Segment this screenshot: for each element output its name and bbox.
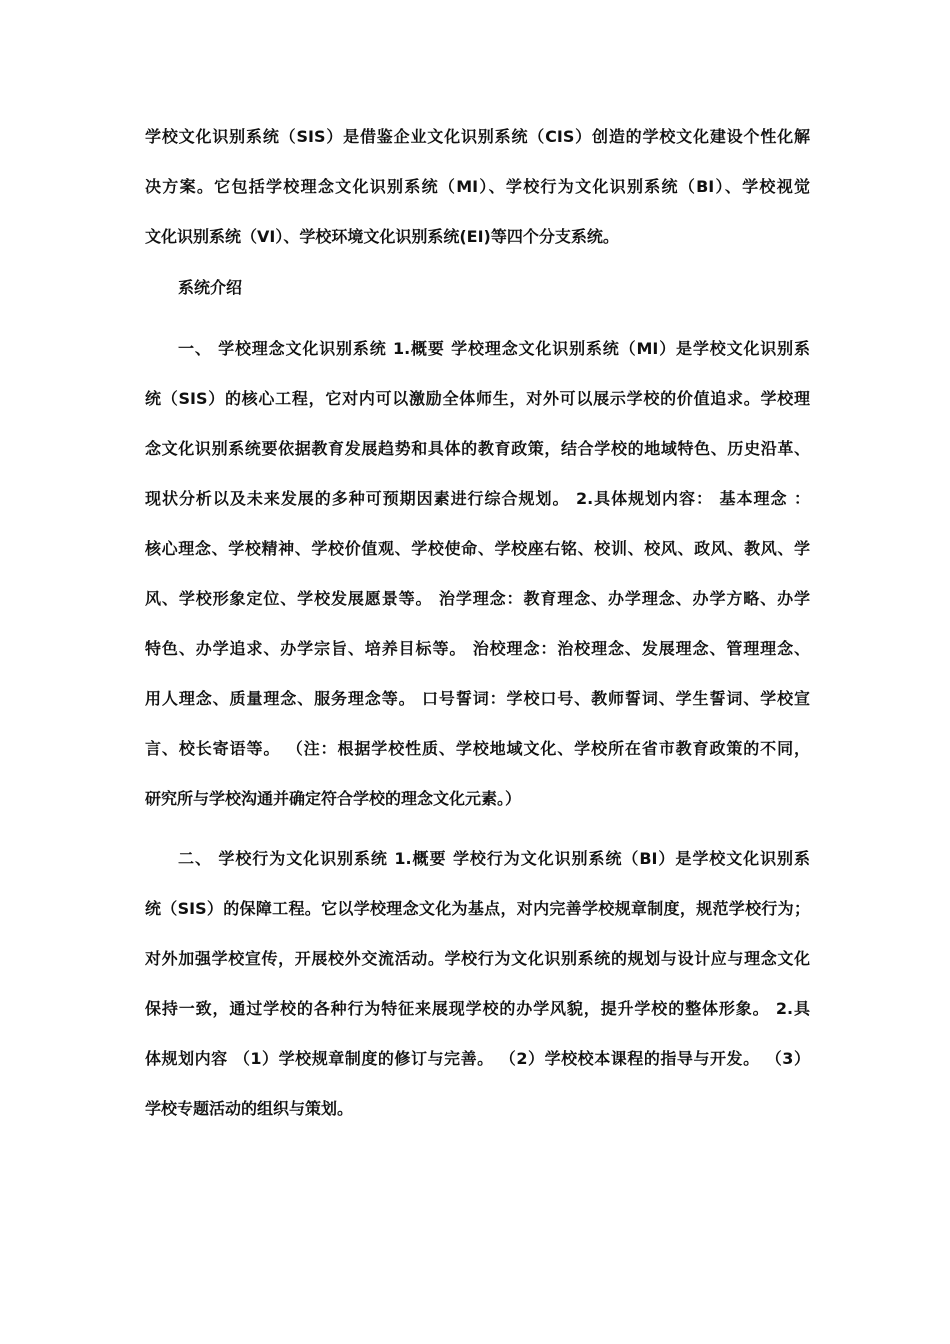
- section1-line-3: 念文化识别系统要依据教育发展趋势和具体的教育政策，结合学校的地域特色、历史沿革、: [145, 439, 810, 458]
- section1-line-10: 研究所与学校沟通并确定符合学校的理念文化元素。）: [145, 789, 522, 808]
- section1-line-2: 统（SIS）的核心工程，它对内可以激励全体师生，对外可以展示学校的价值追求。学校理: [145, 389, 810, 408]
- section1-line-7: 特色、办学追求、办学宗旨、培养目标等。 治校理念：治校理念、发展理念、管理理念、: [145, 639, 810, 658]
- section1-line-8: 用人理念、质量理念、服务理念等。 口号誓词：学校口号、教师誓词、学生誓词、学校宣: [145, 689, 810, 708]
- section2-line-2: 统（SIS）的保障工程。它以学校理念文化为基点，对内完善学校规章制度，规范学校行为；: [145, 899, 810, 918]
- section1-line-4: 现状分析以及未来发展的多种可预期因素进行综合规划。 2.具体规划内容： 基本理念 ：: [145, 489, 810, 508]
- section2-line-5: 体规划内容 （1）学校规章制度的修订与完善。 （2）学校校本课程的指导与开发。 （3）: [145, 1049, 810, 1068]
- intro-line-2: 决方案。它包括学校理念文化识别系统（MI）、学校行为文化识别系统（BI）、学校视觉: [145, 177, 810, 196]
- section1-line-5: 核心理念、学校精神、学校价值观、学校使命、学校座右铭、校训、校风、政风、教风、学: [145, 539, 810, 558]
- section2-line-3: 对外加强学校宣传，开展校外交流活动。学校行为文化识别系统的规划与设计应与理念文化: [145, 949, 810, 968]
- section1-line-1: 一、 学校理念文化识别系统 1.概要 学校理念文化识别系统（MI）是学校文化识别系: [178, 339, 810, 358]
- intro-line-3: 文化识别系统（VI）、学校环境文化识别系统(EI)等四个分支系统。: [145, 227, 619, 246]
- section1-line-6: 风、学校形象定位、学校发展愿景等。 治学理念：教育理念、办学理念、办学方略、办学: [145, 589, 810, 608]
- section2-line-6: 学校专题活动的组织与策划。: [145, 1099, 354, 1118]
- section-heading: 系统介绍: [178, 278, 243, 297]
- intro-line-1: 学校文化识别系统（SIS）是借鉴企业文化识别系统（CIS）创造的学校文化建设个性化解: [145, 127, 810, 146]
- section2-line-4: 保持一致，通过学校的各种行为特征来展现学校的办学风貌，提升学校的整体形象。 2.具: [145, 999, 810, 1018]
- section1-line-9: 言、校长寄语等。 （注：根据学校性质、学校地域文化、学校所在省市教育政策的不同，: [145, 739, 810, 758]
- section2-line-1: 二、 学校行为文化识别系统 1.概要 学校行为文化识别系统（BI）是学校文化识别系: [178, 849, 810, 868]
